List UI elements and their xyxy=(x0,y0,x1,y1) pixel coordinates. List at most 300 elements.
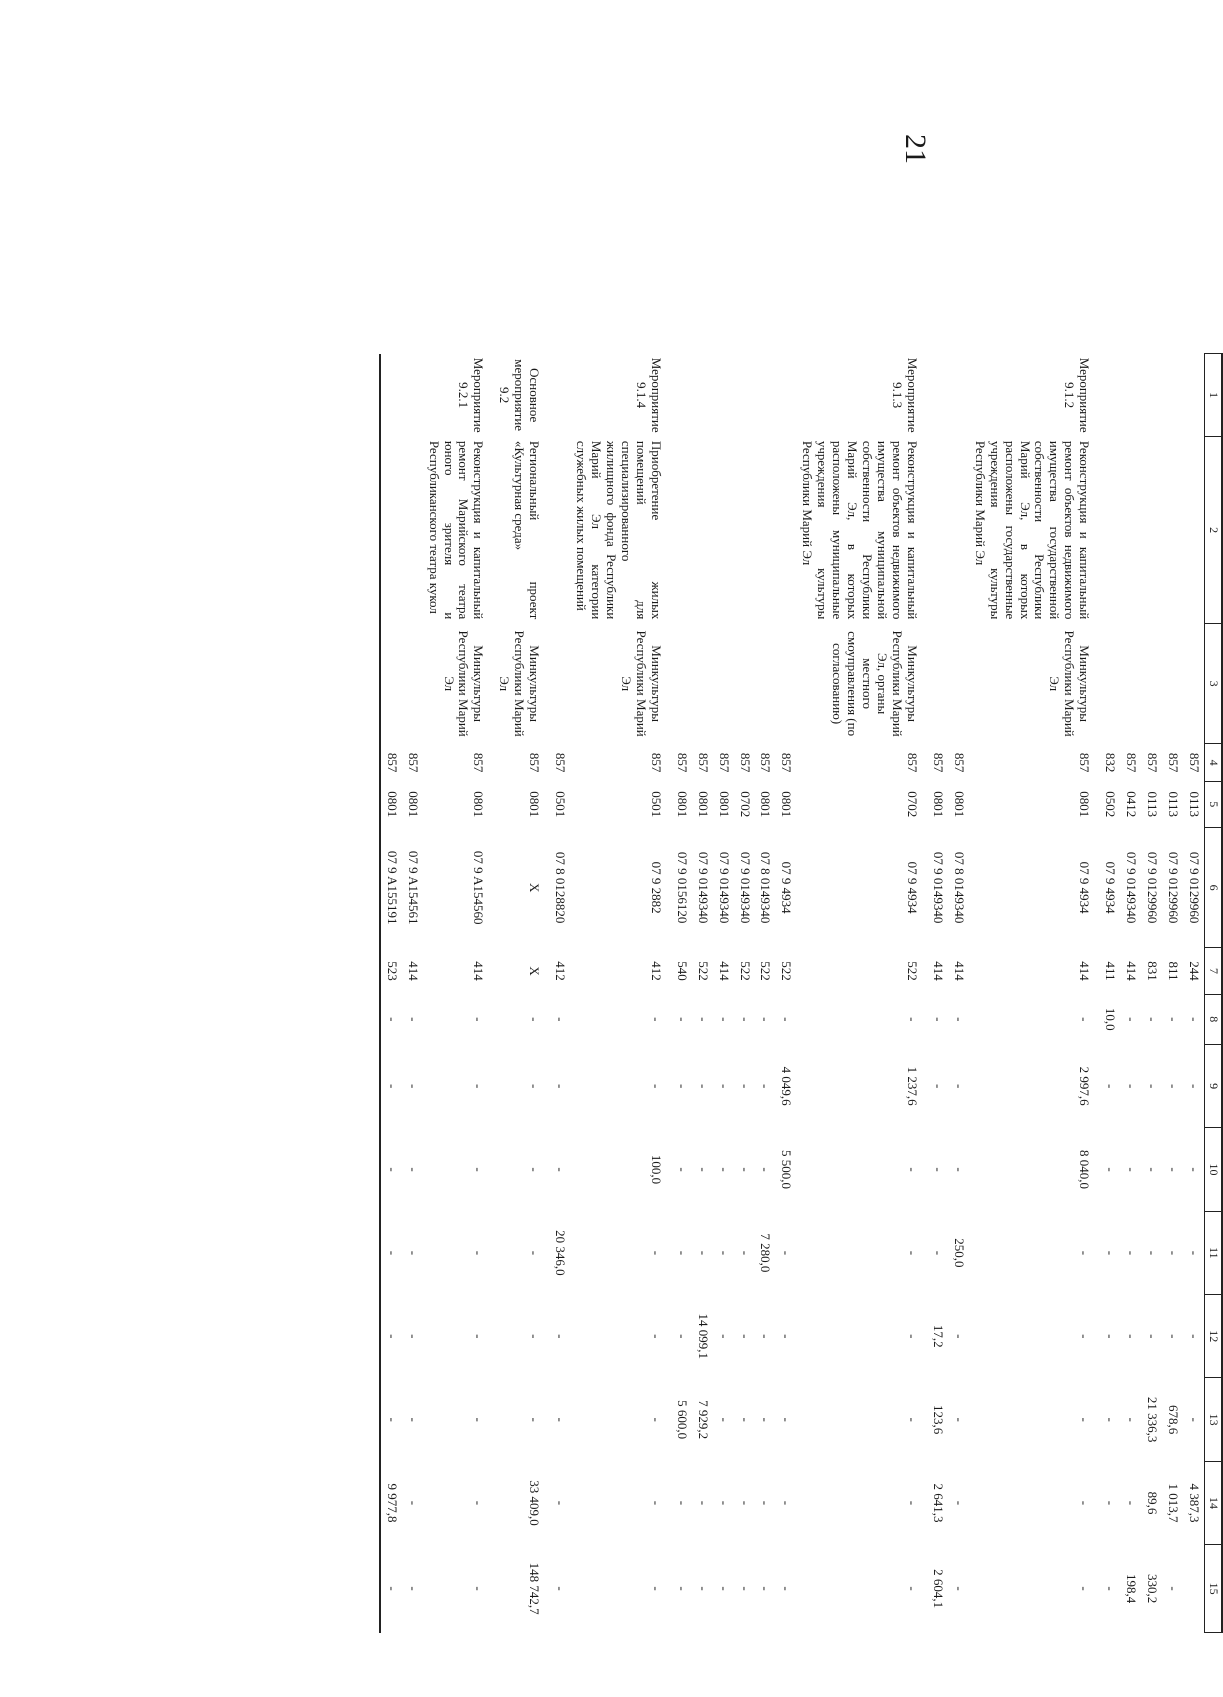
amount-2017: - xyxy=(471,1334,487,1339)
amount-2016: - xyxy=(405,1250,421,1256)
page-number: 21 xyxy=(899,134,932,164)
amount-2014: 1 237,6 xyxy=(904,1066,920,1106)
table-row xyxy=(692,354,713,1633)
executor xyxy=(671,623,692,744)
expense-type-code: 244 xyxy=(1187,961,1202,981)
measure-description xyxy=(1120,437,1141,623)
amount-2020: - xyxy=(674,1586,690,1591)
executor xyxy=(734,623,755,744)
amount-2013: - xyxy=(695,1017,711,1022)
ministry-code: 857 xyxy=(716,752,732,773)
table-row xyxy=(796,354,927,1633)
column-header: 13 xyxy=(1205,1378,1223,1461)
target-article-code: 07 9 0149340 xyxy=(695,851,711,924)
amount-2014: - xyxy=(1103,1084,1119,1089)
executor xyxy=(927,623,948,744)
measure-label xyxy=(1162,354,1183,437)
amount-2019: - xyxy=(951,1500,967,1506)
amount-2017: 17,2 xyxy=(930,1324,946,1348)
amount-2014: - xyxy=(951,1084,967,1089)
amount-2015: - xyxy=(951,1167,967,1172)
amount-2013: - xyxy=(1124,1017,1140,1022)
amount-2013: - xyxy=(951,1017,967,1022)
section-code: 0801 xyxy=(674,791,690,818)
amount-2014: - xyxy=(758,1084,774,1089)
amount-2013: - xyxy=(758,1017,774,1022)
executor xyxy=(549,623,570,744)
executor: Минкультуры Республики Марий Эл xyxy=(618,630,664,737)
ministry-code: 832 xyxy=(1103,752,1119,773)
executor: Минкультуры Республики Марий Эл xyxy=(497,630,543,737)
amount-2013: - xyxy=(930,1017,946,1022)
ministry-code: 857 xyxy=(405,752,421,773)
expense-type-code: 411 xyxy=(1103,961,1119,981)
amount-2016: - xyxy=(737,1250,753,1256)
measure-description xyxy=(776,437,797,623)
amount-2015: - xyxy=(674,1167,690,1172)
executor xyxy=(755,623,776,744)
amount-2016: - xyxy=(1187,1250,1202,1256)
ministry-code: 857 xyxy=(527,752,543,773)
section-code: 0113 xyxy=(1145,791,1161,818)
amount-2017: - xyxy=(405,1334,421,1339)
section-code: 0501 xyxy=(648,791,664,818)
section-code: 0501 xyxy=(553,791,569,818)
target-article-code: 07 9 4934 xyxy=(1103,861,1119,914)
amount-2017: - xyxy=(648,1334,664,1339)
measure-label xyxy=(549,354,570,437)
amount-2014: - xyxy=(405,1084,421,1089)
measure-label xyxy=(734,354,755,437)
amount-2017: - xyxy=(1145,1334,1161,1339)
ministry-code: 857 xyxy=(1145,752,1161,773)
measure-description xyxy=(713,437,734,623)
section-code: 0702 xyxy=(904,791,920,818)
ministry-code: 857 xyxy=(695,752,711,773)
amount-2020: 330,2 xyxy=(1145,1573,1161,1604)
amount-2019: - xyxy=(674,1500,690,1506)
expense-type-code: 414 xyxy=(405,961,421,981)
amount-2013: - xyxy=(1187,1017,1202,1022)
measure-description xyxy=(927,437,948,623)
amount-2014: - xyxy=(527,1084,543,1089)
measure-description: Приобретение жилых помещений для специализированного жилищного фонда Республики Марий Эл категории служебных жилых помещений xyxy=(574,440,664,620)
target-article-code: 07 9 0149340 xyxy=(737,851,753,924)
measure-description xyxy=(402,437,423,623)
expense-type-code: X xyxy=(527,966,543,976)
measure-description xyxy=(1183,437,1204,623)
column-header: 10 xyxy=(1205,1128,1223,1211)
target-article-code: 07 8 0149340 xyxy=(758,851,774,924)
amount-2017: - xyxy=(779,1334,795,1339)
amount-2016: 7 280,0 xyxy=(758,1233,774,1273)
amount-2020: - xyxy=(405,1586,421,1591)
amount-2015: 5 500,0 xyxy=(779,1150,795,1190)
amount-2013: - xyxy=(1077,1017,1093,1022)
amount-2020 xyxy=(1183,1545,1204,1633)
amount-2020: - xyxy=(553,1586,569,1591)
column-header: 8 xyxy=(1205,994,1223,1044)
section-code: 0801 xyxy=(930,791,946,818)
amount-2016: - xyxy=(1077,1250,1093,1256)
expense-type-code: 811 xyxy=(1166,961,1182,981)
section-code: 0502 xyxy=(1103,791,1119,818)
amount-2015: - xyxy=(695,1167,711,1172)
expense-type-code: 831 xyxy=(1145,961,1161,981)
table-row xyxy=(1099,354,1120,1633)
target-article-code: 07 9 2882 xyxy=(648,861,664,914)
amount-2016: - xyxy=(1103,1250,1119,1256)
amount-2018: - xyxy=(405,1417,421,1422)
amount-2017: - xyxy=(553,1334,569,1339)
target-article-code: 07 8 0128820 xyxy=(553,851,569,924)
amount-2016: - xyxy=(1166,1250,1182,1256)
amount-2016: - xyxy=(471,1250,487,1256)
ministry-code: 857 xyxy=(904,752,920,773)
amount-2014: - xyxy=(716,1084,732,1089)
section-code: 0801 xyxy=(951,791,967,818)
amount-2018: - xyxy=(737,1417,753,1422)
amount-2013: - xyxy=(405,1017,421,1022)
amount-2017: - xyxy=(1124,1334,1140,1339)
column-header: 12 xyxy=(1205,1295,1223,1378)
expense-type-code: 414 xyxy=(951,961,967,981)
measure-label xyxy=(1120,354,1141,437)
amount-2017: - xyxy=(1077,1334,1093,1339)
section-code: 0113 xyxy=(1187,791,1202,818)
amount-2017: - xyxy=(951,1334,967,1339)
expense-type-code: 540 xyxy=(674,961,690,981)
ministry-code: 857 xyxy=(553,752,569,773)
executor xyxy=(948,623,969,744)
amount-2019: - xyxy=(904,1500,920,1506)
ministry-code: 857 xyxy=(1187,752,1202,773)
table-row xyxy=(1183,354,1204,1633)
target-article-code: 07 9 0149340 xyxy=(716,851,732,924)
amount-2013: - xyxy=(527,1017,543,1022)
executor xyxy=(692,623,713,744)
amount-2019: 9 977,8 xyxy=(384,1483,400,1523)
amount-2014: - xyxy=(648,1084,664,1089)
amount-2019: - xyxy=(716,1500,732,1506)
amount-2015: - xyxy=(1145,1167,1161,1172)
amount-2015: - xyxy=(758,1167,774,1172)
column-header: 5 xyxy=(1205,781,1223,827)
amount-2013: - xyxy=(737,1017,753,1022)
amount-2020: 2 604,1 xyxy=(930,1569,946,1609)
amount-2016: - xyxy=(674,1250,690,1256)
column-header: 9 xyxy=(1205,1045,1223,1128)
amount-2018: - xyxy=(384,1417,400,1422)
table-row xyxy=(969,354,1100,1633)
amount-2019: - xyxy=(471,1500,487,1506)
measure-label xyxy=(402,354,423,437)
section-code: 0113 xyxy=(1166,791,1182,818)
amount-2016: - xyxy=(1145,1250,1161,1256)
measure-label xyxy=(380,354,402,437)
measure-description xyxy=(1162,437,1183,623)
amount-2018: - xyxy=(1077,1417,1093,1422)
amount-2018: - xyxy=(716,1417,732,1422)
table-row xyxy=(776,354,797,1633)
executor xyxy=(1141,623,1162,744)
measure-description xyxy=(692,437,713,623)
table-row xyxy=(734,354,755,1633)
section-code: 0801 xyxy=(527,791,543,818)
amount-2016: - xyxy=(930,1250,946,1256)
amount-2018: - xyxy=(471,1417,487,1422)
amount-2016: - xyxy=(648,1250,664,1256)
amount-2018: 678,6 xyxy=(1166,1404,1182,1435)
executor xyxy=(776,623,797,744)
target-article-code: 07 9 4934 xyxy=(1077,861,1093,914)
target-article-code: 07 9 0149340 xyxy=(1124,851,1140,924)
expense-type-code: 522 xyxy=(737,961,753,981)
table-row xyxy=(927,354,948,1633)
table-row xyxy=(423,354,494,1633)
expense-type-code: 414 xyxy=(930,961,946,981)
target-article-code: 07 9 A154560 xyxy=(471,850,487,925)
executor xyxy=(713,623,734,744)
amount-2020: - xyxy=(779,1586,795,1591)
amount-2014: - xyxy=(674,1084,690,1089)
amount-2018: 21 336,3 xyxy=(1145,1396,1161,1443)
amount-2017: - xyxy=(384,1334,400,1339)
section-code: 0702 xyxy=(737,791,753,818)
amount-2019: 89,6 xyxy=(1145,1491,1161,1515)
table-row xyxy=(671,354,692,1633)
section-code: 0801 xyxy=(471,791,487,818)
amount-2015: - xyxy=(1103,1167,1119,1172)
expense-type-code: 522 xyxy=(779,961,795,981)
ministry-code: 857 xyxy=(779,752,795,773)
expense-type-code: 522 xyxy=(904,961,920,981)
amount-2018: - xyxy=(527,1417,543,1422)
table-row xyxy=(549,354,570,1633)
measure-label xyxy=(692,354,713,437)
ministry-code: 857 xyxy=(737,752,753,773)
measure-description: Региональный проект «Культурная среда» xyxy=(512,440,543,620)
amount-2013: - xyxy=(779,1017,795,1022)
amount-2020: - xyxy=(471,1586,487,1591)
measure-description xyxy=(380,437,402,623)
amount-2019: - xyxy=(1103,1500,1119,1506)
budget-table-rotated xyxy=(384,353,1223,1633)
amount-2019: - xyxy=(779,1500,795,1506)
target-article-code: 07 9 4934 xyxy=(779,861,795,914)
executor xyxy=(1099,623,1120,744)
section-code: 0801 xyxy=(1077,791,1093,818)
section-code: 0412 xyxy=(1124,791,1140,818)
amount-2019: - xyxy=(1124,1500,1140,1506)
amount-2016: - xyxy=(1124,1250,1140,1256)
amount-2013: - xyxy=(904,1017,920,1022)
measure-description xyxy=(1141,437,1162,623)
expense-type-code: 412 xyxy=(553,961,569,981)
amount-2018: - xyxy=(758,1417,774,1422)
amount-2014: - xyxy=(695,1084,711,1089)
amount-2018: - xyxy=(951,1417,967,1422)
amount-2020: - xyxy=(1166,1586,1182,1591)
executor xyxy=(402,623,423,744)
amount-2013: - xyxy=(553,1017,569,1022)
amount-2018: 123,6 xyxy=(930,1404,946,1435)
amount-2014: - xyxy=(1166,1084,1182,1089)
executor: Минкультуры Республики Марий Эл xyxy=(441,630,487,737)
column-header: 6 xyxy=(1205,827,1223,948)
amount-2019: - xyxy=(737,1500,753,1506)
amount-2013: - xyxy=(1166,1017,1182,1022)
amount-2020: - xyxy=(695,1586,711,1591)
measure-description xyxy=(671,437,692,623)
column-header: 2 xyxy=(1205,437,1223,623)
amount-2020: - xyxy=(1077,1586,1093,1591)
amount-2017: - xyxy=(758,1334,774,1339)
amount-2015: 100,0 xyxy=(648,1154,664,1185)
section-code: 0801 xyxy=(716,791,732,818)
table-row xyxy=(380,354,402,1633)
target-article-code: 07 9 0129960 xyxy=(1145,851,1161,924)
amount-2019: - xyxy=(405,1500,421,1506)
amount-2013: 10,0 xyxy=(1103,1007,1119,1031)
expense-type-code: 412 xyxy=(648,961,664,981)
amount-2015: - xyxy=(904,1167,920,1172)
amount-2015: - xyxy=(737,1167,753,1172)
amount-2016: - xyxy=(904,1250,920,1256)
amount-2019: - xyxy=(758,1500,774,1506)
measure-label xyxy=(713,354,734,437)
amount-2019: - xyxy=(695,1500,711,1506)
amount-2015: - xyxy=(405,1167,421,1172)
amount-2017: - xyxy=(674,1334,690,1339)
amount-2016: - xyxy=(527,1250,543,1256)
ministry-code: 857 xyxy=(471,752,487,773)
measure-description xyxy=(734,437,755,623)
amount-2019: - xyxy=(1077,1500,1093,1506)
table-row xyxy=(755,354,776,1633)
amount-2020: - xyxy=(737,1586,753,1591)
ministry-code: 857 xyxy=(384,752,400,773)
amount-2018: - xyxy=(779,1417,795,1422)
ministry-code: 857 xyxy=(1124,752,1140,773)
expense-type-code: 414 xyxy=(1124,961,1140,981)
executor xyxy=(1162,623,1183,744)
section-code: 0801 xyxy=(779,791,795,818)
amount-2020: - xyxy=(904,1586,920,1591)
measure-label: Мероприятие 9.2.1 xyxy=(456,357,487,433)
column-header: 3 xyxy=(1205,623,1223,744)
amount-2020: 198,4 xyxy=(1124,1573,1140,1604)
ministry-code: 857 xyxy=(1077,752,1093,773)
expense-type-code: 522 xyxy=(695,961,711,981)
target-article-code: 07 8 0149340 xyxy=(951,851,967,924)
executor: Минкультуры Республики Марий Эл, органы местного смоуправления (по согласованию) xyxy=(830,630,920,737)
measure-label xyxy=(948,354,969,437)
executor: Минкультуры Республики Марий Эл xyxy=(1047,630,1093,737)
amount-2018: - xyxy=(1103,1417,1119,1422)
measure-description: Реконструкция и капитальный ремонт Марийского театра юного зрителя и Республиканского театра кукол xyxy=(426,440,487,620)
amount-2016: - xyxy=(779,1250,795,1256)
measure-description xyxy=(549,437,570,623)
executor xyxy=(1183,623,1204,744)
amount-2018: 7 929,2 xyxy=(695,1400,711,1440)
amount-2014: - xyxy=(1145,1084,1161,1089)
amount-2018: - xyxy=(904,1417,920,1422)
target-article-code: X xyxy=(527,882,543,893)
amount-2020: - xyxy=(758,1586,774,1591)
expense-type-code: 414 xyxy=(471,961,487,981)
measure-label: Мероприятие 9.1.2 xyxy=(1062,357,1093,433)
measure-label xyxy=(671,354,692,437)
amount-2015: - xyxy=(384,1167,400,1172)
measure-label xyxy=(1099,354,1120,437)
section-code: 0801 xyxy=(695,791,711,818)
table-row xyxy=(493,354,549,1633)
amount-2015: - xyxy=(553,1167,569,1172)
expense-type-code: 522 xyxy=(758,961,774,981)
ministry-code: 857 xyxy=(648,752,664,773)
expense-type-code: 414 xyxy=(1077,961,1093,981)
amount-2014: - xyxy=(384,1084,400,1089)
amount-2016: - xyxy=(384,1250,400,1256)
amount-2017: - xyxy=(716,1334,732,1339)
amount-2020: - xyxy=(384,1586,400,1591)
measure-label: Мероприятие 9.1.4 xyxy=(633,357,664,433)
table-row xyxy=(713,354,734,1633)
amount-2013: - xyxy=(674,1017,690,1022)
amount-2019: 2 641,3 xyxy=(930,1483,946,1523)
measure-description xyxy=(755,437,776,623)
measure-label xyxy=(755,354,776,437)
amount-2013: - xyxy=(716,1017,732,1022)
target-article-code: 07 9 4934 xyxy=(904,861,920,914)
amount-2015: 8 040,0 xyxy=(1077,1150,1093,1190)
amount-2014: - xyxy=(1187,1084,1202,1089)
table-body xyxy=(380,354,1205,1633)
amount-2019: - xyxy=(553,1500,569,1506)
table-row xyxy=(402,354,423,1633)
amount-2017: 14 099,1 xyxy=(695,1313,711,1359)
amount-2018: - xyxy=(648,1417,664,1422)
expense-type-code: 414 xyxy=(716,961,732,981)
amount-2015: - xyxy=(471,1167,487,1172)
amount-2014: - xyxy=(471,1084,487,1089)
amount-2019: 1 013,7 xyxy=(1166,1483,1182,1523)
amount-2013: - xyxy=(1145,1017,1161,1022)
column-header: 14 xyxy=(1205,1461,1223,1544)
table-row xyxy=(1162,354,1183,1633)
amount-2019: 33 409,0 xyxy=(527,1480,543,1526)
amount-2015: - xyxy=(716,1167,732,1172)
amount-2013: - xyxy=(648,1017,664,1022)
amount-2018: 5 600,0 xyxy=(674,1400,690,1440)
amount-2013: - xyxy=(384,1017,400,1022)
target-article-code: 07 9 0129960 xyxy=(1166,851,1182,924)
table-row xyxy=(1120,354,1141,1633)
amount-2020: - xyxy=(716,1586,732,1591)
amount-2016: - xyxy=(695,1250,711,1256)
amount-2020: - xyxy=(951,1586,967,1591)
section-code: 0801 xyxy=(405,791,421,818)
amount-2016: - xyxy=(716,1250,732,1256)
amount-2014: - xyxy=(930,1084,946,1089)
measure-description: Реконструкция и капитальный ремонт объектов недвижимого имущества муниципальной собственности Республики Марий Эл, в которых расположены муниципальные учреждения культуры Республики Марий Эл xyxy=(800,440,920,620)
amount-2015: - xyxy=(930,1167,946,1172)
measure-description: Реконструкция и капитальный ремонт объектов недвижимого имущества государственной собственности Республики Марий Эл, в которых расположены государственные учреждения культуры Республики Марий Эл xyxy=(972,440,1093,620)
target-article-code: 07 9 0149340 xyxy=(930,851,946,924)
amount-2017: - xyxy=(1103,1334,1119,1339)
amount-2018: - xyxy=(1187,1417,1202,1422)
